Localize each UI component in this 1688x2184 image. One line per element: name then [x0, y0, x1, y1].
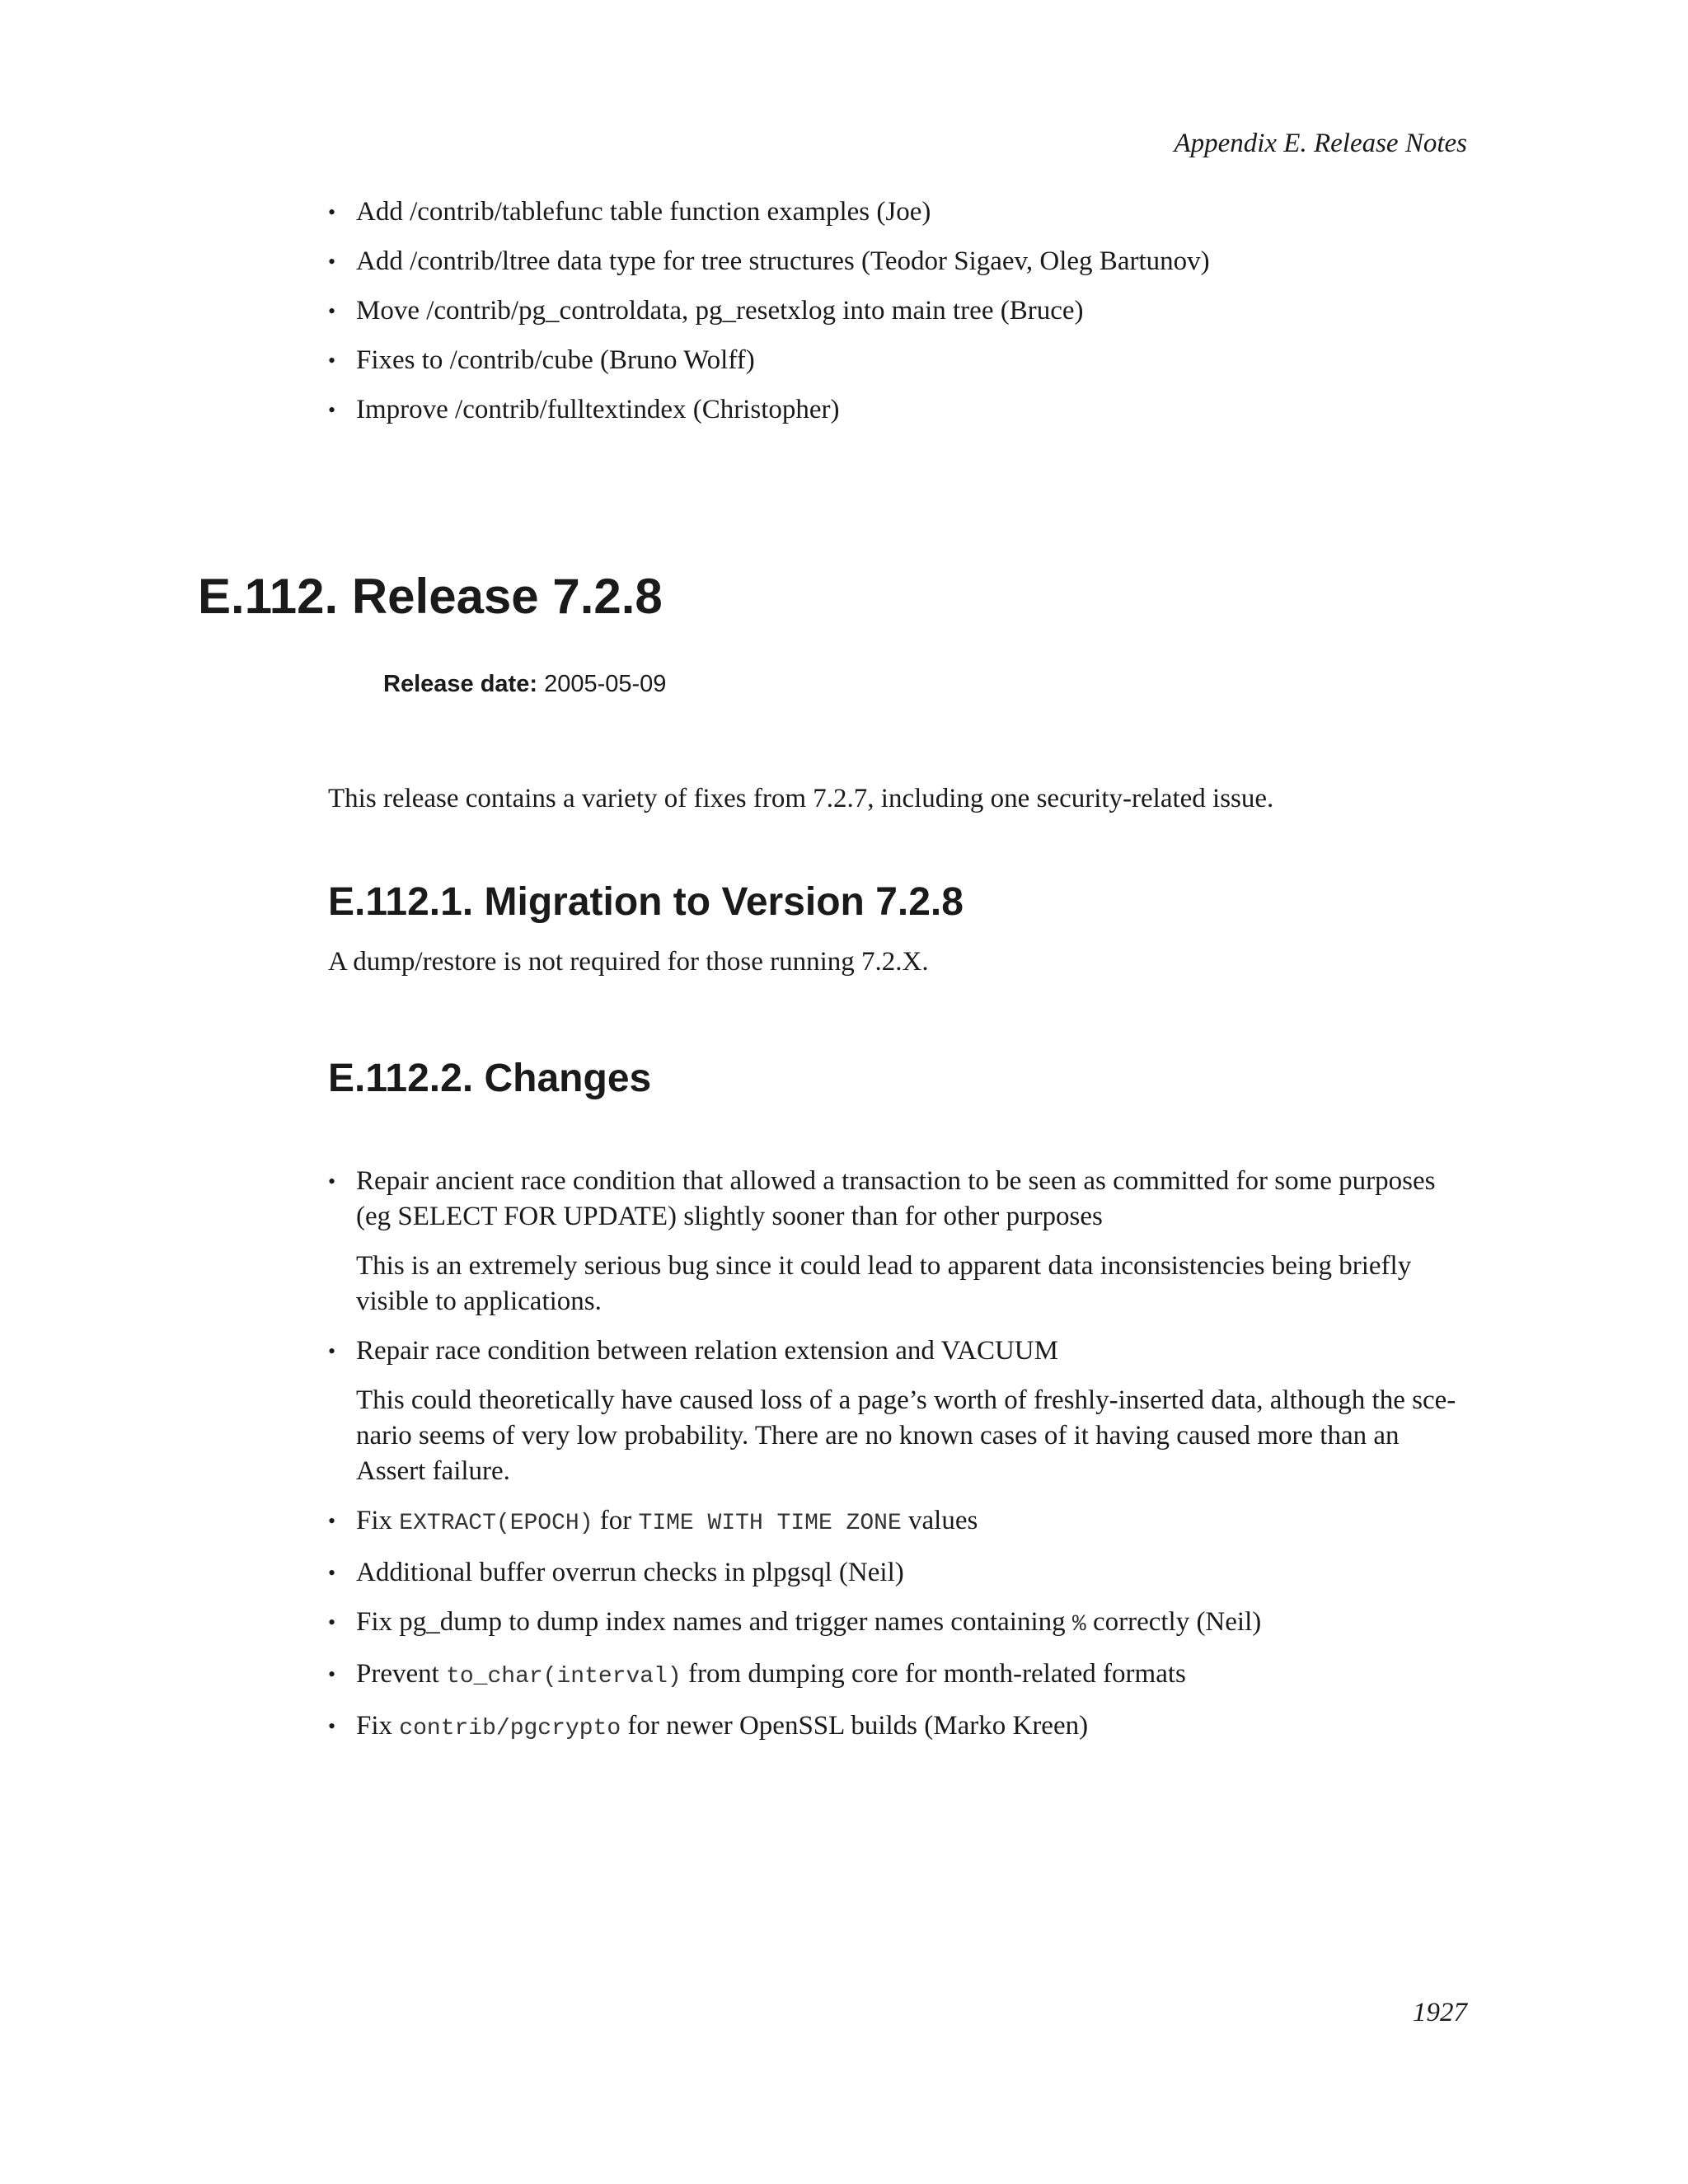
item-text: Fix: [356, 1506, 400, 1535]
list-item: • Move /contrib/pg_controldata, pg_resetxlog into main tree (Bruce): [328, 293, 1467, 329]
item-text: Fix: [356, 1711, 400, 1741]
code-literal: EXTRACT(EPOCH): [399, 1511, 593, 1536]
item-text: • Repair ancient race condition that allowed a transaction to be seen as committed for some purposes (eg SELECT FOR UPDATE) slightly sooner than for other purposes: [356, 1166, 1436, 1231]
list-item: • Add /contrib/ltree data type for tree structures (Teodor Sigaev, Oleg Bartunov): [328, 244, 1467, 279]
list-item: • Fixes to /contrib/cube (Bruno Wolff): [328, 343, 1467, 378]
item-text: for newer OpenSSL builds (Marko Kreen): [621, 1711, 1089, 1741]
list-item: [328, 1708, 1467, 1746]
page-number: 1927: [1413, 1998, 1467, 2027]
item-note: This could theoretically have caused loss of a page’s worth of freshly-inserted data, although the sce-nario seems of very low probability. There are no known cases of it having caused more than an Assert failure.: [356, 1385, 1456, 1486]
item-text: • Repair race condition between relation extension and VACUUM: [356, 1336, 1058, 1366]
migration-title: E.112.1. Migration to Version 7.2.8: [328, 880, 964, 924]
list-item: [328, 1164, 1467, 1319]
item-text: Prevent: [356, 1659, 447, 1689]
item-text: correctly (Neil): [1085, 1607, 1262, 1637]
list-item: • Improve /contrib/fulltextindex (Christopher): [328, 392, 1467, 428]
migration-text: A dump/restore is not required for those running 7.2.X.: [328, 947, 929, 977]
release-date-label: Release date:: [383, 671, 537, 697]
code-literal: %: [1071, 1612, 1086, 1638]
contrib-list: [328, 194, 1467, 442]
list-item: [328, 1333, 1467, 1489]
item-text: values: [901, 1506, 978, 1535]
changes-list: [328, 1164, 1467, 1760]
item-text: for: [593, 1506, 639, 1535]
list-item: [328, 1503, 1467, 1541]
list-item: • Add /contrib/tablefunc table function examples (Joe): [328, 194, 1467, 230]
item-note: This is an extremely serious bug since it could lead to apparent data inconsistencies being briefly visible to applications.: [356, 1251, 1412, 1316]
section-title: E.112. Release 7.2.8: [198, 569, 663, 624]
section-intro: This release contains a variety of fixes from 7.2.7, including one security-related issue.: [328, 784, 1274, 813]
item-text: from dumping core for month-related formats: [681, 1659, 1186, 1689]
list-item: • Additional buffer overrun checks in plpgsql (Neil): [328, 1555, 1467, 1591]
item-text: Fix pg_dump to dump index names and trigger names containing: [356, 1607, 1072, 1637]
list-item: [328, 1605, 1467, 1643]
code-literal: contrib/pgcrypto: [399, 1716, 621, 1741]
list-item: [328, 1657, 1467, 1694]
code-literal: TIME WITH TIME ZONE: [638, 1511, 902, 1536]
release-date: [383, 669, 666, 699]
release-date-value: 2005-05-09: [544, 671, 667, 697]
running-header: Appendix E. Release Notes: [1174, 129, 1467, 158]
changes-title: E.112.2. Changes: [328, 1057, 652, 1100]
code-literal: to_char(interval): [446, 1664, 682, 1690]
